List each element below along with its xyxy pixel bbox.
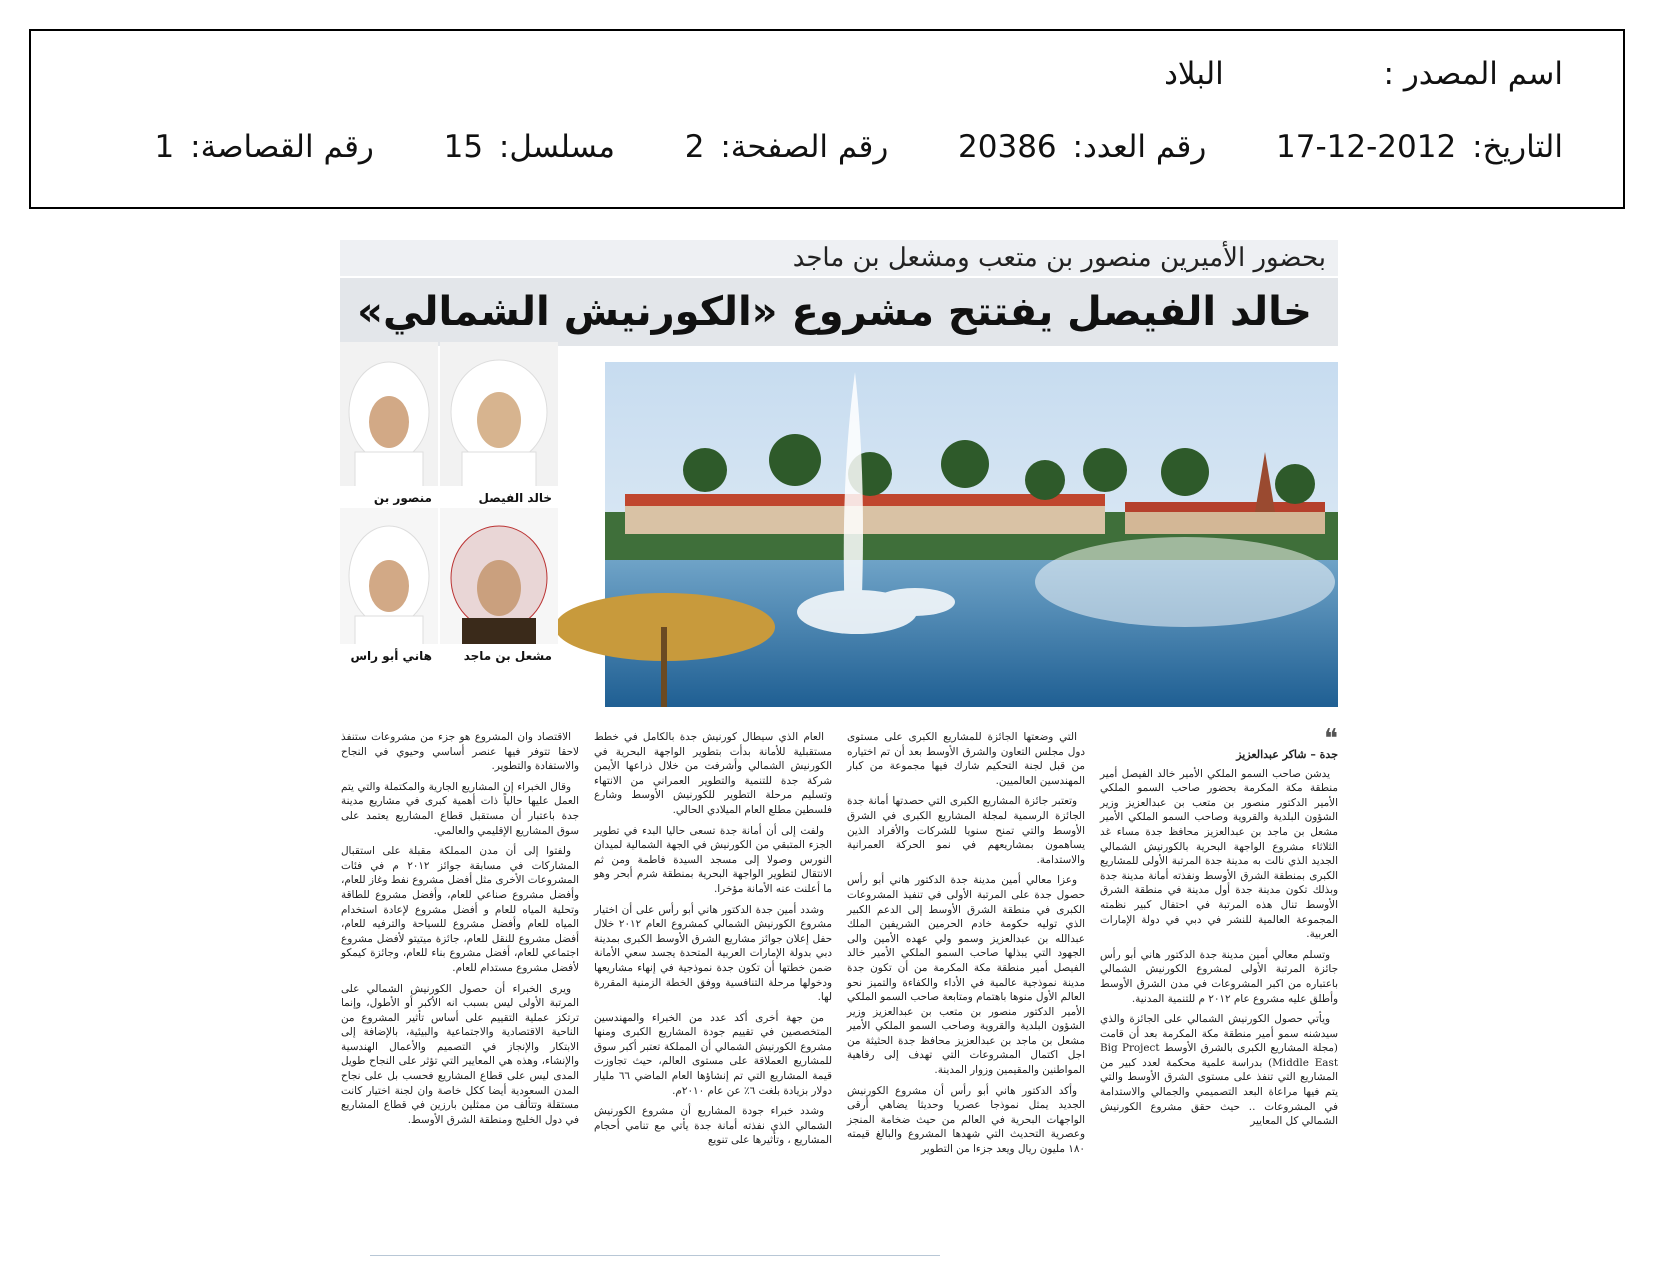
- paragraph: ويرى الخبراء أن حصول الكورنيش الشمالي على المرتبة الأولى ليس بسبب انه الأكبر أو الأطول، وإنما ترتكز عملية التقييم على أساس تأثير المشروع من الناحية الاقتصادية والاجتماعية والبيئية، بالإضافة إلى الابتكار والإنجاز في التصميم والأعمال الهندسية والإنشاء، وهذه هي المعايير التي تؤثر على النجاح طويل المدى ليس على قطاع المشاريع فحسب بل على نجاح المدن السعودية أيضا ككل خاصة وان لجنة اختيار كانت مستقلة وتتألف من ممثلين بارزين في قطاع المشاريع في دول الخليج ومنطقة الشرق الأوسط.: [341, 982, 579, 1126]
- paragraph: التي وضعتها الجائزة للمشاريع الكبرى على مستوى دول مجلس التعاون والشرق الأوسط بعد أن تم اختياره من قبل لجنة التحكيم شارك فيها مجموعة من كبار المهندسين العالميين.: [847, 731, 1085, 787]
- paragraph: ولفتوا إلى أن مدن المملكة مقبلة على استقبال المشاركات في مسابقة جوائز ٢٠١٢ م في فئات المشروعات الأخرى مثل أفضل مشروع نفط وغاز للعام، وأفضل مشروع صناعي للعام، وأفضل مشروع للطاقة وتحلية المياه للعام و أفضل مشروع لإعادة استخدام المياه للعام وأفضل مشروع للسياحة والترفيه للعام، أفضل مشروع للنقل للعام، جائزة ميتيتو لأفضل مشروع اجتماعي للعام، أفضل مشروع بناء للعام، وجائزة كيمكو لأفضل مشروع مستدام للعام.: [341, 845, 579, 974]
- paragraph: وقال الخبراء إن المشاريع الجارية والمكتملة والتي يتم العمل عليها حالياً ذات أهمية كبرى في مشاريع مدينة جدة باعتبار أن مستقبل قطاع المشاريع يعتمد على سوق المشاريع الإقليمي والعالمي.: [341, 780, 579, 837]
- fountain-illustration: [605, 362, 1338, 707]
- footer-divider: [370, 1255, 940, 1256]
- paragraph: وتعتبر جائزة المشاريع الكبرى التي حصدتها أمانة جدة الجائزة الرسمية لمجلة المشاريع الكبرى في الشرق الأوسط والتي تمنح سنويا للشركات والأفراد الذين يساهمون بمشاريعهم في نمو الحركة العمرانية والاستدامة.: [847, 795, 1085, 866]
- article-column-4: [341, 730, 579, 1240]
- article-headline: خالد الفيصل يفتتح مشروع «الكورنيش الشمالي»: [340, 278, 1338, 346]
- clip-value: 1: [154, 129, 175, 165]
- article-column-1: [1100, 724, 1339, 1240]
- date-value: 17-12-2012: [1276, 129, 1457, 165]
- corniche-fountain-photo: [605, 362, 1338, 707]
- clipping-header: [29, 29, 1625, 209]
- paragraph: وشدد أمين جدة الدكتور هاني أبو رأس على أن اختيار مشروع الكورنيش الشمالي كمشروع العام ٢٠١٢ خلال حفل إعلان جوائز مشاريع الشرق الأوسط الكبرى بمدينة دبي بدولة الإمارات العربية المتحدة يجسد سعي الأمانة ضمن خطتها أن تكون جدة نموذجية في إنهاء مشاريعها ودخولها مرحلة التنافسية ووفق الخطة الزمنية المقررة لها.: [594, 903, 832, 1004]
- article-kicker: بحضور الأميرين منصور بن متعب ومشعل بن ماجد: [340, 240, 1338, 276]
- article-column-2: [847, 730, 1085, 1240]
- portrait-mansour-bin-mitab: [340, 342, 438, 510]
- person-photo-icon: [440, 342, 558, 510]
- portrait-hani-abu-ras: [340, 508, 438, 668]
- issue-value: 20386: [958, 129, 1057, 165]
- clip-label: رقم القصاصة:: [190, 129, 374, 165]
- portrait-caption: خالد الفيصل: [440, 486, 558, 510]
- paragraph: يدشن صاحب السمو الملكي الأمير خالد الفيصل أمير منطقة مكة المكرمة بحضور صاحب السمو الملكي الأمير الدكتور منصور بن متعب بن عبدالعزيز وزير الشؤون البلدية والقروية وصاحب السمو الملكي الأمير مشعل بن ماجد بن عبدالعزيز محافظ جدة مساء غد الثلاثاء مشروع الواجهة البحرية بالكورنيش الشمالي الجديد الذي نالت به مدينة جدة المرتبة الأولى للمشاريع الكبرى بمنطقة الشرق الأوسط ونفذته أمانة مدينة جدة وبذلك تكون مدينة جدة أول مدينة في منطقة الشرق الأوسط تنال هذه المرتبة في احتفال كبير نظمته المجموعة العالمية للنشر في دبي في دولة الإمارات العربية.: [1100, 767, 1338, 941]
- paragraph: وتسلم معالي أمين مدينة جدة الدكتور هاني أبو رأس جائزة المرتبة الأولى لمشروع الكورنيش الشمالي باعتباره من اكبر المشروعات في مدن الشرق الأوسط وأطلق عليه مشروع عام ٢٠١٢ م للتنمية المدنية.: [1100, 948, 1338, 1005]
- source-value: البلاد: [1164, 56, 1224, 92]
- paragraph: الاقتصاد وان المشروع هو جزء من مشروعات ستنفذ لاحقا تتوفر فيها عنصر أساسي وحيوي في النجاح والاستفادة والتطوير.: [341, 731, 579, 773]
- portrait-khalid-alfaisal: [440, 342, 558, 510]
- paragraph: وشدد خبراء جودة المشاريع أن مشروع الكورنيش الشمالي الذي نفذته أمانة جدة يأتي مع تنامي أحجام المشاريع ، وتأثيرها على تنويع: [594, 1105, 832, 1147]
- source-row: [1164, 56, 1563, 92]
- paragraph: من جهة أخرى أكد عدد من الخبراء والمهندسين المتخصصين في تقييم جودة المشاريع الكبرى ومنها مشروع الكورنيش الشمالي أن المملكة تعتبر أكبر سوق للمشاريع العملاقة على مستوى العالم، حيث تجاوزت قيمة المشاريع التي تم إنشاؤها العام الماضي ٦٦ مليار دولار بزيادة بلغت ٦٪ عن عام ٢٠١٠م.: [594, 1011, 832, 1097]
- paragraph: وأكد الدكتور هاني أبو رأس أن مشروع الكورنيش الجديد يمثل نموذجا عصريا وحديثا يضاهي أرقى الواجهات البحرية في العالم من حيث ضخامة المنجز وعصرية التحديث التي شهدها المشروع والبالغ قيمته ١٨٠ مليون ريال ويعد جزءا من التطوير: [847, 1084, 1085, 1156]
- portrait-mishaal-bin-majed: [440, 508, 558, 668]
- portrait-caption: هاني أبو راس: [340, 644, 438, 668]
- serial-value: 15: [443, 129, 484, 165]
- issue-label: رقم العدد:: [1072, 129, 1207, 165]
- portrait-caption: مشعل بن ماجد: [440, 644, 558, 668]
- date-label: التاريخ:: [1472, 129, 1563, 165]
- quote-icon: ❝: [1324, 724, 1338, 754]
- page-value: 2: [684, 129, 705, 165]
- page-label: رقم الصفحة:: [720, 129, 889, 165]
- paragraph: ولفت إلى أن أمانة جدة تسعى حاليا البدء في تطوير الجزء المتبقي من الكورنيش في الجهة الشمالية لميدان النورس وصولا إلى مسجد السيدة فاطمة ومن ثم الانتقال لتطوير الواجهة البحرية بمنطقة شرم أبحر وهو ما أعلنت عنه الأمانة مؤخرا.: [594, 824, 832, 895]
- paragraph: العام الذي سيطال كورنيش جدة بالكامل في خطط مستقبلية للأمانة بدأت بتطوير الواجهة البحرية في الكورنيش الشمالي وأشرفت من خلال ذراعها الأيمن شركة جدة للتنمية والتطوير العمراني من الانتهاء وتسليم مرحلة التطوير للكورنيش الأوسط وشارع فلسطين مطلع العام الميلادي الحالي.: [594, 731, 832, 816]
- article-column-3: [594, 730, 832, 1240]
- portrait-caption: منصور بن: [340, 486, 438, 510]
- source-label: اسم المصدر :: [1383, 56, 1563, 92]
- article-byline: جدة – شاكر عبدالعزيز: [1236, 748, 1338, 761]
- newspaper-article: [340, 240, 1338, 1268]
- paragraph: ويأتي حصول الكورنيش الشمالي على الجائزة والذي سيدشنه سمو أمير منطقة مكة المكرمة بعد أن قامت (مجلة المشاريع الكبرى بالشرق الأوسط Big Project Middle East) بدراسة علمية محكمة لعدد كبير من المشاريع التي تنفذ على مستوى الشرق الأوسط والتي يتم فيها مراعاة البعد التصميمي والجمالي والاستدامة في المشروعات .. حيث حقق مشروع الكورنيش الشمالي كل المعايير: [1100, 1013, 1339, 1128]
- meta-row: [155, 129, 1563, 165]
- paragraph: وعزا معالي أمين مدينة جدة الدكتور هاني أبو رأس حصول جدة على المرتبة الأولى في تنفيذ المشروعات الكبرى في منطقة الشرق الأوسط إلى الدعم الكبير الذي توليه حكومة خادم الحرمين الشريفين الملك عبدالله بن عبدالعزيز وسمو ولي عهده الأمين والى الجهود التي يبذلها صاحب السمو الملكي الأمير خالد الفيصل أمير منطقة مكة المكرمة من أن تكون جدة مدينة نموذجية عالمية في الأداء والكفاءة والتميز نحو العالم الأول منوها باهتمام ومتابعة صاحب السمو الملكي الأمير الدكتور منصور بن متعب بن عبدالعزيز وزير الشؤون البلدية والقروية وصاحب السمو الملكي الأمير مشعل بن ماجد بن عبدالعزيز محافظ جدة الحثيثة من اجل اكتمال المشروعات التي تهدف إلى رفاهية المواطنين والمقيمين وزوار المدينة.: [847, 874, 1085, 1077]
- person-photo-icon: [340, 342, 438, 510]
- serial-label: مسلسل:: [498, 129, 616, 165]
